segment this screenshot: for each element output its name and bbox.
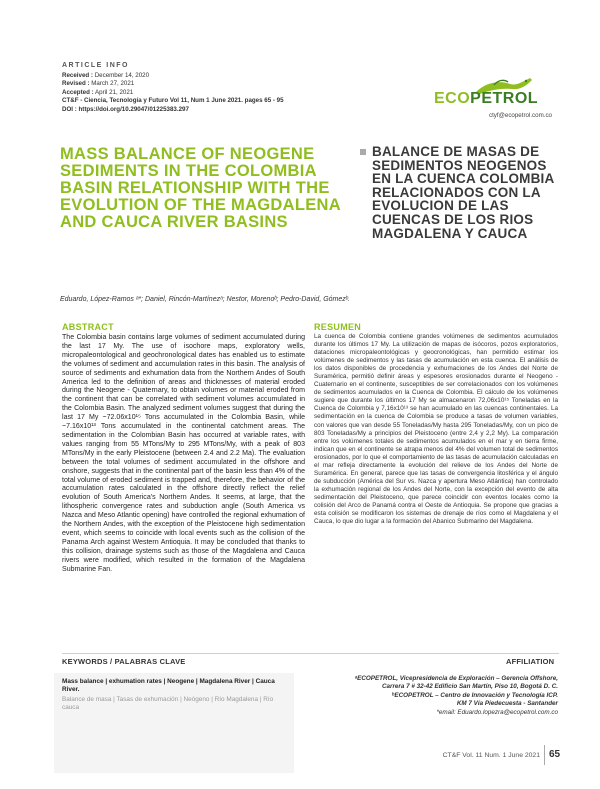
accepted-date: April 21, 2021 bbox=[95, 88, 134, 96]
accepted-line: Accepted : April 21, 2021 bbox=[62, 88, 134, 96]
article-info-heading: ARTICLE INFO bbox=[62, 62, 129, 69]
abstract-body: The Colombia basin contains large volumes of sediment accumulated during the last 17 My. The use of isochore maps, exploratory wells, micropaleontological and geochronological dates has enabled us to estimate the volumes of sediment and accumulation rates in this basin. The analysis of source of sediments and exhumation data from the Northern Andes of South America led to the definition of areas and thicknesses of material eroded during the Neogene - Quaternary, to obtain volumes or material eroded from the continent that can be correlated with sediment volumes accumulated in the Colombia Basin. The analyzed sediment volumes suggest that during the last 17 My ~72.06x10¹⁵ Tons accumulated in the Colombia Basin, while ~7.16x10¹³ Tons accumulated in the continental catchment areas. The sedimentation in the Colombian Basin has occurred at variable rates, with values ranging from 55 MTons/My to 295 MTons/My, with a peak of 803 MTons/My in the early Pleistocene (between 2.4 and 2.2 Ma). The evaluation between the total volumes of sediment accumulated in the offshore and onshore, suggests that in the continental part of the basin less than 4% of the total volume of eroded sediment is trapped and, therefore, the behavior of the accumulation rates calculated in the offshore directly reflect the relief evolution of South America's Northern Andes. It seems, at large, that the lithospheric convergence rates and subduction angle (South America vs Nazca and Meso Atlantic opening) have controlled the regional exhumation of the Northern Andes, with the exception of the Pleistocene high sedimentation event, which seems to coincide with local events such as the collision of the Panama Arch against Western Antioquia. It may be concluded that thanks to this collision, drainage systems such as those of the Magdalena and Cauca rivers were modified, which resulted in the formation of the Magdalena Submarine Fan. bbox=[62, 334, 305, 573]
abstract-heading: ABSTRACT bbox=[62, 322, 114, 332]
revised-date: March 27, 2021 bbox=[91, 80, 135, 88]
affiliation-a-line1: ᵃECOPETROL, Vicepresidencia de Exploración – Gerencia Offshore, bbox=[354, 675, 558, 682]
title-bullet bbox=[360, 149, 366, 155]
resumen-heading: RESUMEN bbox=[314, 322, 362, 332]
keywords-spanish: Balance de masa | Tasas de exhumación | Neógeno | Río Magdalena | Río cauca bbox=[62, 696, 274, 712]
authors: Eduardo, López-Ramos ᵃ*; Daniel, Rincón-Martínezᵃ; Nestor, Morenoᵇ; Pedro-David, Gómezᵇ. bbox=[60, 296, 350, 303]
ecopetrol-logo bbox=[434, 74, 552, 108]
title-english: MASS BALANCE OF NEOGENE SEDIMENTS IN THE COLOMBIA BASIN RELATIONSHIP WITH THE EVOLUTION OF THE MAGDALENA AND CAUCA RIVER BASINS bbox=[60, 145, 341, 231]
title-spanish: BALANCE DE MASAS DE SEDIMENTOS NEOGENOS EN LA CUENCA COLOMBIA RELACIONADOS CON LA EVOLUCION DE LAS CUENCAS DE LOS RIOS MAGDALENA Y CAUCA bbox=[372, 144, 554, 241]
affiliation-b-line1: ᵇECOPETROL – Centro de Innovación y Tecnología ICP. bbox=[391, 691, 558, 699]
keywords-english: Mass balance | exhumation rates | Neogene | Magdalena River | Cauca River. bbox=[62, 678, 275, 694]
affiliation-b-line2: KM 7 Vía Piedecuesta - Santander bbox=[456, 700, 558, 708]
journal-line: CT&F - Ciencia, Tecnología y Futuro Vol 11, Num 1 June 2021. pages 65 - 95 bbox=[62, 97, 284, 105]
affiliation-heading: AFFILIATION bbox=[506, 657, 555, 666]
doi-link[interactable]: DOI : https://doi.org/10.29047/01225383.297 bbox=[62, 105, 189, 113]
footer-journal: CT&F Vol. 11 Num. 1 June 2021 bbox=[442, 752, 540, 759]
affiliation-a-line2: Carrera 7 # 32-42 Edificio San Martín, Piso 10, Bogotá D. C. bbox=[381, 683, 558, 691]
keywords-heading: KEYWORDS / PALABRAS CLAVE bbox=[62, 657, 186, 666]
corresponding-email[interactable]: *email: Eduardo.lopezra@ecopetrol.com.co bbox=[436, 708, 558, 716]
page-number: 65 bbox=[549, 749, 561, 760]
journal-email[interactable]: ctyf@ecopetrol.com.co bbox=[488, 112, 552, 119]
received-date: December 14, 2020 bbox=[94, 71, 150, 79]
received-line: Received : December 14, 2020 bbox=[62, 71, 150, 79]
affiliation-block bbox=[318, 675, 558, 717]
logo-wordmark: ECOPETROL bbox=[434, 90, 539, 107]
article-info bbox=[62, 62, 362, 115]
resumen-body: La cuenca de Colombia contiene grandes volúmenes de sedimentos acumulados durante los últimos 17 My. La utilización de mapas de isócoros, pozos exploratorios, dataciones micropaleontológicas y geocronológicas, han permitido estimar los volúmenes de sedimentos y las tasas de acumulación en esta cuenca. El análisis de los datos disponibles de procedencia y exhumaciones de los Andes del Norte de Suramérica, permitió definir áreas y espesores erosionados durante el Neogeno - Cuaternario en el continente, susceptibles de ser correlacionados con los volúmenes de sedimentos acumulados en la Cuenca de Colombia. El cálculo de los volúmenes sugiere que durante los últimos 17 My se almacenaron 72,06x10¹⁵ Toneladas en la Cuenca de Colombia y 7,16x10¹³ se han acumulado en las cuencas continentales. La sedimentación en la cuenca de Colombia se produce a tasas de volumen variables, con valores que van desde 55 Toneladas/My hasta 295 Toneladas/My, con un pico de 803 Toneladas/My a principios del Pleistoceno (entre 2,4 y 2,2 My). La comparación entre los volúmenes totales de sedimentos acumulados en el mar y en tierra firme, indican que en el continente se atrapa menos del 4% del volumen total de sedimentos erosionados, por lo que el comportamiento de las tasas de acumulación calculadas en el mar refleja directamente la evolución del relieve de los Andes del Norte de Suramérica. En general, parece que las tasas de convergencia litosférica y el ángulo de subducción (América del Sur vs. Nazca y apertura Meso Atlántica) han controlado la exhumación regional de los Andes del Norte, con la excepción del evento de alta sedimentación del Pleistoceno, que parece coincidir con eventos locales como la colisión del Arco de Panamá contra el Oeste de Antioquia. Se propone que gracias a esta colisión se modificaron los sistemas de drenaje de ríos como el Magdalena y el Cauca, lo que dio lugar a la formación del Abanico Submarino del Magdalena. bbox=[314, 333, 558, 526]
revised-line: Revised : March 27, 2021 bbox=[62, 80, 135, 88]
footer-divider bbox=[544, 745, 545, 765]
